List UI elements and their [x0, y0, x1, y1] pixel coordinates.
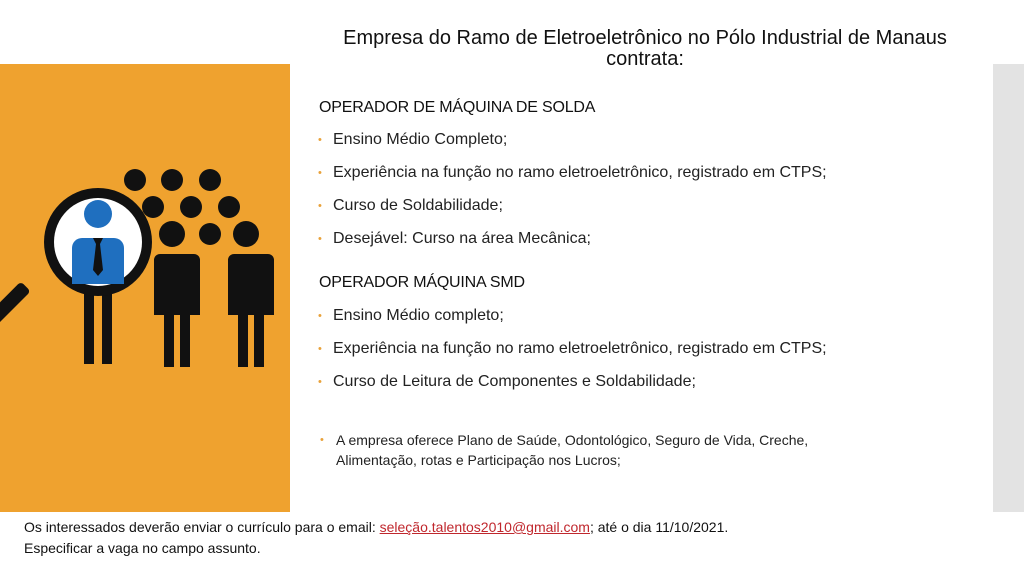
job-title-smd: OPERADOR MÁQUINA SMD	[319, 274, 525, 291]
list-item: • Curso de Leitura de Componentes e Soldabilidade;	[318, 373, 696, 390]
bullet-icon: •	[320, 434, 324, 446]
email-link[interactable]: seleção.talentos2010@gmail.com	[379, 519, 590, 535]
footer-prefix: Os interessados deverão enviar o currículo para o email:	[24, 519, 380, 535]
decorative-side-strip	[993, 64, 1024, 512]
requirements-list-smd	[318, 306, 827, 405]
bullet-icon: •	[318, 310, 322, 322]
footer-line-1	[24, 517, 984, 538]
title-line-2: contrata:	[606, 48, 684, 70]
list-item: • Desejável: Curso na área Mecânica;	[318, 230, 591, 247]
benefits-line-2: Alimentação, rotas e Participação nos Lucros;	[336, 452, 621, 468]
footer-suffix: ; até o dia 11/10/2021.	[589, 519, 729, 535]
application-instructions	[24, 517, 984, 559]
list-item: • Experiência na função no ramo eletroeletrônico, registrado em CTPS;	[318, 340, 827, 357]
footer-line-2: Especificar a vaga no campo assunto.	[24, 540, 261, 556]
bullet-icon: •	[318, 200, 322, 212]
job-title-solda: OPERADOR DE MÁQUINA DE SOLDA	[319, 99, 596, 116]
bullet-icon: •	[318, 167, 322, 179]
bullet-icon: •	[318, 376, 322, 388]
benefits-text	[320, 430, 976, 470]
list-item: • Curso de Soldabilidade;	[318, 197, 503, 214]
people-search-illustration	[0, 64, 290, 512]
benefits-line-1: A empresa oferece Plano de Saúde, Odontológico, Seguro de Vida, Creche,	[336, 432, 809, 448]
list-item: • Experiência na função no ramo eletroeletrônico, registrado em CTPS;	[318, 164, 827, 181]
page-title	[300, 28, 990, 70]
list-item: • Ensino Médio Completo;	[318, 131, 508, 148]
title-line-1: Empresa do Ramo de Eletroeletrônico no Pólo Industrial de Manaus	[343, 27, 947, 49]
bullet-icon: •	[318, 134, 322, 146]
list-item: • Ensino Médio completo;	[318, 307, 504, 324]
recruitment-illustration-panel	[0, 64, 290, 512]
bullet-icon: •	[318, 233, 322, 245]
bullet-icon: •	[318, 343, 322, 355]
requirements-list-solda	[318, 130, 827, 262]
